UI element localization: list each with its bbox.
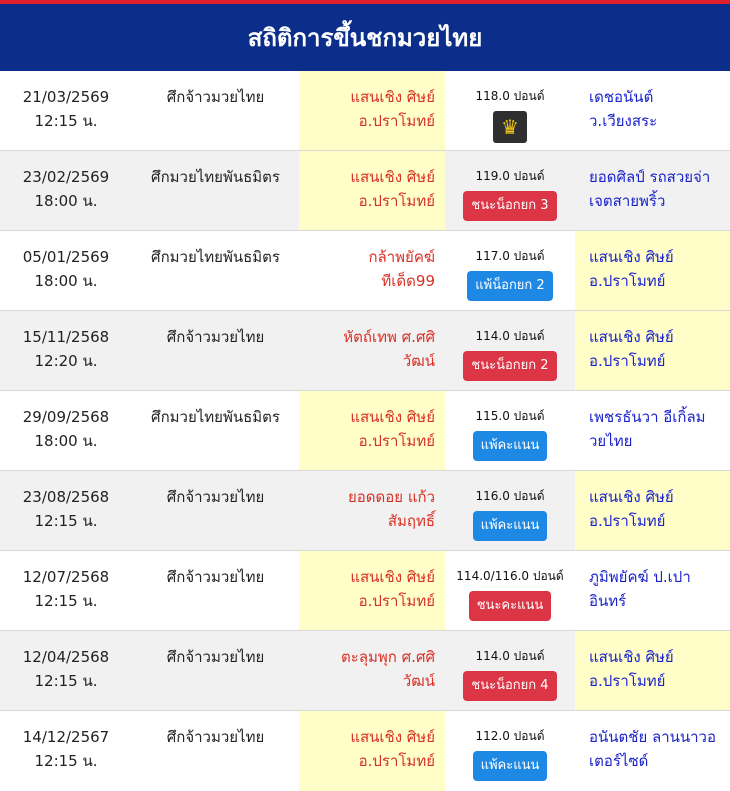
fight-row [0, 311, 730, 391]
fight-time: 12:15 น. [34, 512, 98, 530]
fighter-name-line: อินทร์ [589, 592, 627, 610]
fighter-name-line: แสนเชิง ศิษย์ [589, 648, 674, 666]
date-cell [0, 311, 132, 390]
fight-row [0, 711, 730, 791]
result-cell [445, 71, 575, 150]
weight-label: 117.0 ปอนด์ [475, 249, 545, 263]
fight-row [0, 151, 730, 231]
weight-label: 115.0 ปอนด์ [475, 409, 545, 423]
weight-label: 114.0 ปอนด์ [475, 649, 545, 663]
date-cell [0, 151, 132, 230]
fighter-name-line: อ.ปราโมทย์ [358, 192, 435, 210]
right-fighter[interactable] [575, 551, 730, 630]
event-name: ศึกจ้าวมวยไทย [166, 88, 265, 106]
fight-row [0, 471, 730, 551]
fight-list [0, 71, 730, 791]
fight-row [0, 231, 730, 311]
weight-label: 116.0 ปอนด์ [475, 489, 545, 503]
fighter-name-line: ยอดดอย แก้ว [347, 488, 435, 506]
result-badge: แพ้น็อกยก 2 [467, 271, 552, 301]
fight-row [0, 391, 730, 471]
right-fighter[interactable] [575, 151, 730, 230]
fighter-name-line: อ.ปราโมทย์ [358, 112, 435, 130]
left-fighter[interactable] [299, 711, 445, 791]
fighter-name-line: เจตสายพริ้ว [589, 192, 666, 210]
event-name: ศึกมวยไทยพันธมิตร [151, 248, 280, 266]
result-cell [445, 391, 575, 470]
fighter-name-line: วัฒน์ [402, 672, 435, 690]
result-cell [445, 471, 575, 550]
event-name: ศึกจ้าวมวยไทย [166, 488, 265, 506]
fight-time: 18:00 น. [34, 272, 98, 290]
fighter-name-line: ยอดศิลป์ รถสวยจ่า [589, 168, 711, 186]
fighter-name-line: วัฒน์ [402, 352, 435, 370]
fighter-name-line: เพชรธันวา อีเกิ้ลม [589, 408, 706, 426]
fight-row [0, 551, 730, 631]
fighter-name-line: กล้าพยัคฆ์ [368, 248, 435, 266]
result-cell [445, 551, 575, 630]
fight-date: 29/09/2568 [22, 408, 110, 426]
event-name: ศึกมวยไทยพันธมิตร [151, 168, 280, 186]
fighter-name-line: อ.ปราโมทย์ [589, 672, 666, 690]
left-fighter[interactable] [299, 551, 445, 630]
date-cell [0, 551, 132, 630]
date-cell [0, 711, 132, 791]
right-fighter[interactable] [575, 471, 730, 550]
fight-time: 12:20 น. [34, 352, 98, 370]
fight-time: 12:15 น. [34, 592, 98, 610]
left-fighter[interactable] [299, 631, 445, 710]
fight-time: 18:00 น. [34, 192, 98, 210]
fighter-name-line: วยไทย [589, 432, 633, 450]
fight-time: 12:15 น. [34, 672, 98, 690]
fighter-name-line: ว.เวียงสระ [589, 112, 658, 130]
fighter-name-line: อ.ปราโมทย์ [589, 272, 666, 290]
fighter-name-line: แสนเชิง ศิษย์ [350, 728, 435, 746]
right-fighter[interactable] [575, 231, 730, 310]
fighter-name-line: อ.ปราโมทย์ [358, 432, 435, 450]
result-badge: ชนะน็อกยก 3 [463, 191, 556, 221]
crown-icon: ♛ [493, 111, 527, 143]
fighter-name-line: แสนเชิง ศิษย์ [350, 568, 435, 586]
fight-date: 12/07/2568 [22, 568, 110, 586]
weight-label: 112.0 ปอนด์ [475, 729, 545, 743]
left-fighter[interactable] [299, 231, 445, 310]
result-cell [445, 311, 575, 390]
fight-row [0, 71, 730, 151]
page-title: สถิติการขึ้นชกมวยไทย [0, 4, 730, 71]
event-name: ศึกจ้าวมวยไทย [166, 328, 265, 346]
weight-label: 119.0 ปอนด์ [475, 169, 545, 183]
fight-row [0, 631, 730, 711]
fighter-name-line: แสนเชิง ศิษย์ [589, 328, 674, 346]
event-name: ศึกจ้าวมวยไทย [166, 568, 265, 586]
right-fighter[interactable] [575, 711, 730, 791]
fighter-name-line: แสนเชิง ศิษย์ [350, 408, 435, 426]
fight-date: 15/11/2568 [22, 328, 110, 346]
result-badge: แพ้คะแนน [473, 431, 548, 461]
fight-date: 12/04/2568 [22, 648, 110, 666]
left-fighter[interactable] [299, 471, 445, 550]
fight-time: 12:15 น. [34, 752, 98, 770]
event-name: ศึกจ้าวมวยไทย [166, 728, 265, 746]
fight-date: 23/08/2568 [22, 488, 110, 506]
event-name: ศึกมวยไทยพันธมิตร [151, 408, 280, 426]
left-fighter[interactable] [299, 391, 445, 470]
result-badge: ชนะน็อกยก 2 [463, 351, 556, 381]
result-badge: แพ้คะแนน [473, 511, 548, 541]
fighter-name-line: แสนเชิง ศิษย์ [350, 168, 435, 186]
fighter-name-line: แสนเชิง ศิษย์ [350, 88, 435, 106]
weight-label: 114.0/116.0 ปอนด์ [456, 569, 564, 583]
right-fighter[interactable] [575, 391, 730, 470]
result-cell [445, 711, 575, 791]
fighter-name-line: หัตถ์เทพ ศ.ศศิ [343, 328, 435, 346]
fight-time: 12:15 น. [34, 112, 98, 130]
weight-label: 114.0 ปอนด์ [475, 329, 545, 343]
fighter-name-line: อนันตชัย ลานนาวอ [589, 728, 716, 746]
date-cell [0, 71, 132, 150]
fighter-name-line: สัมฤทธิ์ [387, 512, 435, 530]
fighter-name-line: ทีเด็ด99 [381, 272, 435, 290]
result-cell [445, 231, 575, 310]
weight-label: 118.0 ปอนด์ [475, 89, 545, 103]
fighter-name-line: อ.ปราโมทย์ [358, 592, 435, 610]
right-fighter[interactable] [575, 631, 730, 710]
result-badge: ชนะน็อกยก 4 [463, 671, 556, 701]
fighter-name-line: ตะลุมพุก ศ.ศศิ [341, 648, 435, 666]
result-cell [445, 151, 575, 230]
result-badge: ชนะคะแนน [469, 591, 552, 621]
event-name: ศึกจ้าวมวยไทย [166, 648, 265, 666]
fighter-name-line: แสนเชิง ศิษย์ [589, 488, 674, 506]
fight-date: 14/12/2567 [22, 728, 110, 746]
right-fighter[interactable] [575, 71, 730, 150]
fighter-name-line: แสนเชิง ศิษย์ [589, 248, 674, 266]
fight-time: 18:00 น. [34, 432, 98, 450]
fight-date: 05/01/2569 [22, 248, 110, 266]
fight-date: 21/03/2569 [22, 88, 110, 106]
fighter-name-line: ภูมิพยัคฆ์ ป.เปา [589, 568, 691, 586]
date-cell [0, 391, 132, 470]
date-cell [0, 471, 132, 550]
fighter-name-line: อ.ปราโมทย์ [589, 352, 666, 370]
date-cell [0, 631, 132, 710]
fighter-name-line: อ.ปราโมทย์ [589, 512, 666, 530]
left-fighter[interactable] [299, 151, 445, 230]
left-fighter[interactable] [299, 311, 445, 390]
fight-date: 23/02/2569 [22, 168, 110, 186]
result-badge: แพ้คะแนน [473, 751, 548, 781]
fighter-name-line: เตอร์ไซด์ [589, 752, 649, 770]
fighter-name-line: เดชอนันต์ [589, 88, 654, 106]
right-fighter[interactable] [575, 311, 730, 390]
fighter-name-line: อ.ปราโมทย์ [358, 752, 435, 770]
result-cell [445, 631, 575, 710]
left-fighter[interactable] [299, 71, 445, 150]
date-cell [0, 231, 132, 310]
